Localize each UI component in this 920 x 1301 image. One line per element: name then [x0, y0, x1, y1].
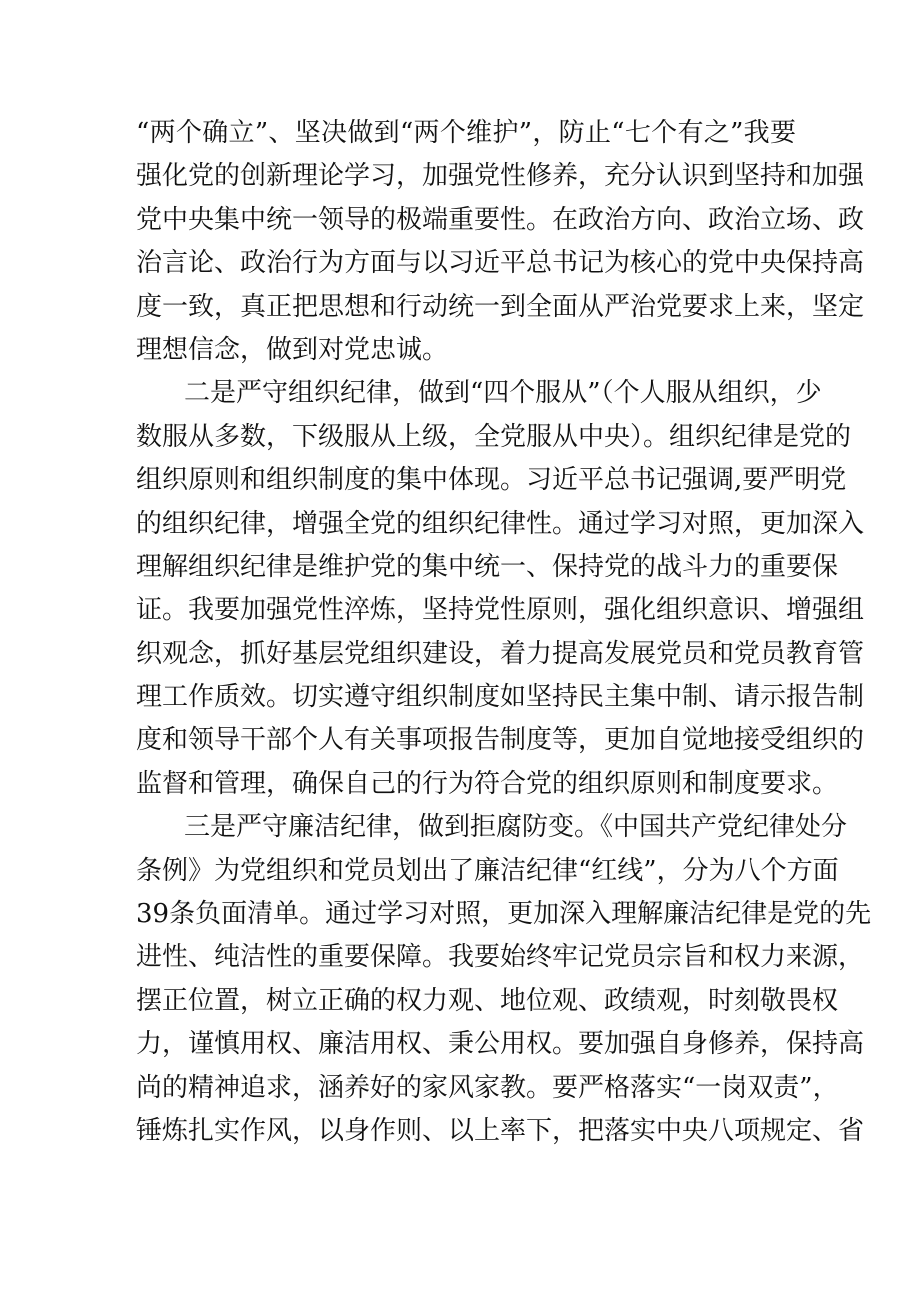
text-line: 的组织纪律，增强全党的组织纪律性。通过学习对照，更加深入	[136, 508, 865, 539]
text-line: 强化党的创新理论学习，加强党性修养，充分认识到坚持和加强	[136, 161, 865, 192]
text-line: 党中央集中统一领导的极端重要性。在政治方向、政治立场、政	[136, 204, 865, 235]
text-line: 锤炼扎实作风，以身作则、以上率下，把落实中央八项规定、省	[136, 1115, 865, 1146]
text-line: 条例》为党组织和党员划出了廉洁纪律“红线”，分为八个方面	[136, 855, 839, 886]
text-line: 理工作质效。切实遵守组织制度如坚持民主集中制、请示报告制	[136, 682, 865, 713]
text-line: 数服从多数，下级服从上级，全党服从中央）。组织纪律是党的	[136, 421, 852, 452]
text-line: 治言论、政治行为方面与以习近平总书记为核心的党中央保持高	[136, 248, 865, 279]
text-line: 39条负面清单。通过学习对照，更加深入理解廉洁纪律是党的先	[136, 899, 872, 930]
text-line: 监督和管理，确保自己的行为符合党的组织原则和制度要求。	[136, 768, 839, 799]
text-line: 摆正位置，树立正确的权力观、地位观、政绩观，时刻敬畏权	[136, 985, 839, 1016]
paragraph-start-line: 三是严守廉洁纪律，做到拒腐防变。《中国共产党纪律处分	[184, 812, 848, 843]
text-line: 度和领导干部个人有关事项报告制度等，更加自觉地接受组织的	[136, 725, 865, 756]
text-line: 理想信念，做到对党忠诚。	[136, 334, 449, 365]
text-line: 进性、纯洁性的重要保障。我要始终牢记党员宗旨和权力来源，	[136, 942, 865, 973]
text-line: 度一致，真正把思想和行动统一到全面从严治党要求上来，坚定	[136, 291, 865, 322]
text-line: 力，谨慎用权、廉洁用权、秉公用权。要加强自身修养，保持高	[136, 1029, 865, 1060]
text-line: 织观念，抓好基层党组织建设，着力提高发展党员和党员教育管	[136, 638, 865, 669]
text-line: 理解组织纪律是维护党的集中统一、保持党的战斗力的重要保	[136, 551, 839, 582]
body-text	[136, 112, 872, 1153]
text-line: 组织原则和组织制度的集中体现。习近平总书记强调,要严明党	[136, 465, 847, 496]
paragraph-start-line: 二是严守组织纪律，做到“四个服从”（个人服从组织，少	[184, 378, 822, 409]
text-line: “两个确立”、坚决做到“两个维护”，防止“七个有之”我要	[136, 118, 796, 148]
text-line: 证。我要加强党性淬炼，坚持党性原则，强化组织意识、增强组	[136, 595, 865, 626]
text-line: 尚的精神追求，涵养好的家风家教。要严格落实“一岗双责”，	[136, 1072, 839, 1103]
